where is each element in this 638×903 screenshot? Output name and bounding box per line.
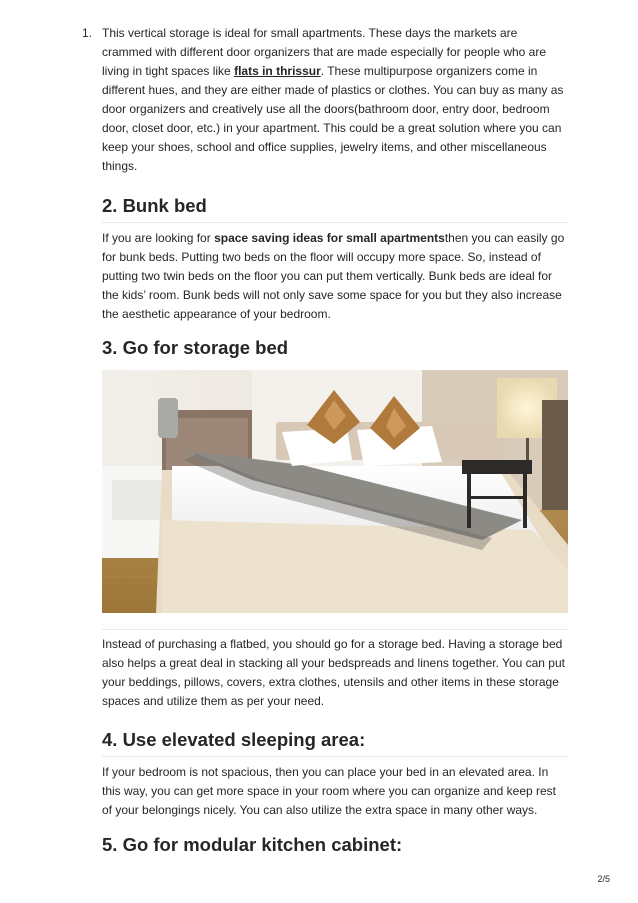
list-item-text: This vertical storage is ideal for small apartments. These days the markets are crammed with different door organizers that are made especially for people who are living in tight spaces like flats in thrissur. These multipurpose organizers come in different hues, and they are either made of plastics or clothes. You can buy as many as door organizers and creatively use all the doors(bathroom door, entry door, bedroom door, closet door, etc.) in your apartment. This could be a great solution where you can keep your shoes, school and office supplies, jewelry items, and other miscellaneous things.: [102, 26, 564, 173]
heading-storage-bed: 3. Go for storage bed: [102, 337, 289, 358]
heading-modular: 5. Go for modular kitchen cabinet:: [102, 834, 403, 855]
heading-bunk-bed: 2. Bunk bed: [102, 194, 568, 223]
divider: [102, 629, 568, 630]
section-storage-bed-text: [102, 635, 568, 711]
list-item: [82, 24, 568, 176]
bold-phrase: space saving ideas for small apartments: [214, 231, 445, 245]
paragraph-storage-bed: Instead of purchasing a flatbed, you should go for a storage bed. Having a storage bed also helps a great deal in stacking all your bedspreads and linens together. You can put your beddings, pillows, covers, extra clothes, utensils and other items in these storage spaces and utilize them as per your need.: [102, 637, 565, 708]
paragraph-bunk-bed: If you are looking for space saving ideas for small apartmentsthen you can easily go for bunk beds. Putting two beds on the floor will occupy more space. So, instead of putting two twin beds on the floor you can put them vertically. Bunk beds are ideal for the kids’ room. Bunk beds will not only save some space for you but they also increase the aesthetic appearance of your bedroom.: [102, 231, 565, 321]
section-elevated: [102, 728, 568, 820]
bedroom-photo: [102, 370, 568, 613]
section-modular: [102, 833, 568, 861]
section-bunk-bed: [102, 194, 568, 324]
section-storage-bed: [102, 336, 568, 364]
paragraph-elevated: If your bedroom is not spacious, then you can place your bed in an elevated area. In this way, you can get more space in your room where you can organize and keep rest of your belongings nicely. You can also utilize the extra space in many other ways.: [102, 765, 557, 817]
list-number: 1.: [82, 26, 93, 40]
heading-elevated: 4. Use elevated sleeping area:: [102, 728, 568, 757]
page-number: 2/5: [597, 874, 610, 884]
flats-in-thrissur-link[interactable]: flats in thrissur: [234, 64, 321, 78]
